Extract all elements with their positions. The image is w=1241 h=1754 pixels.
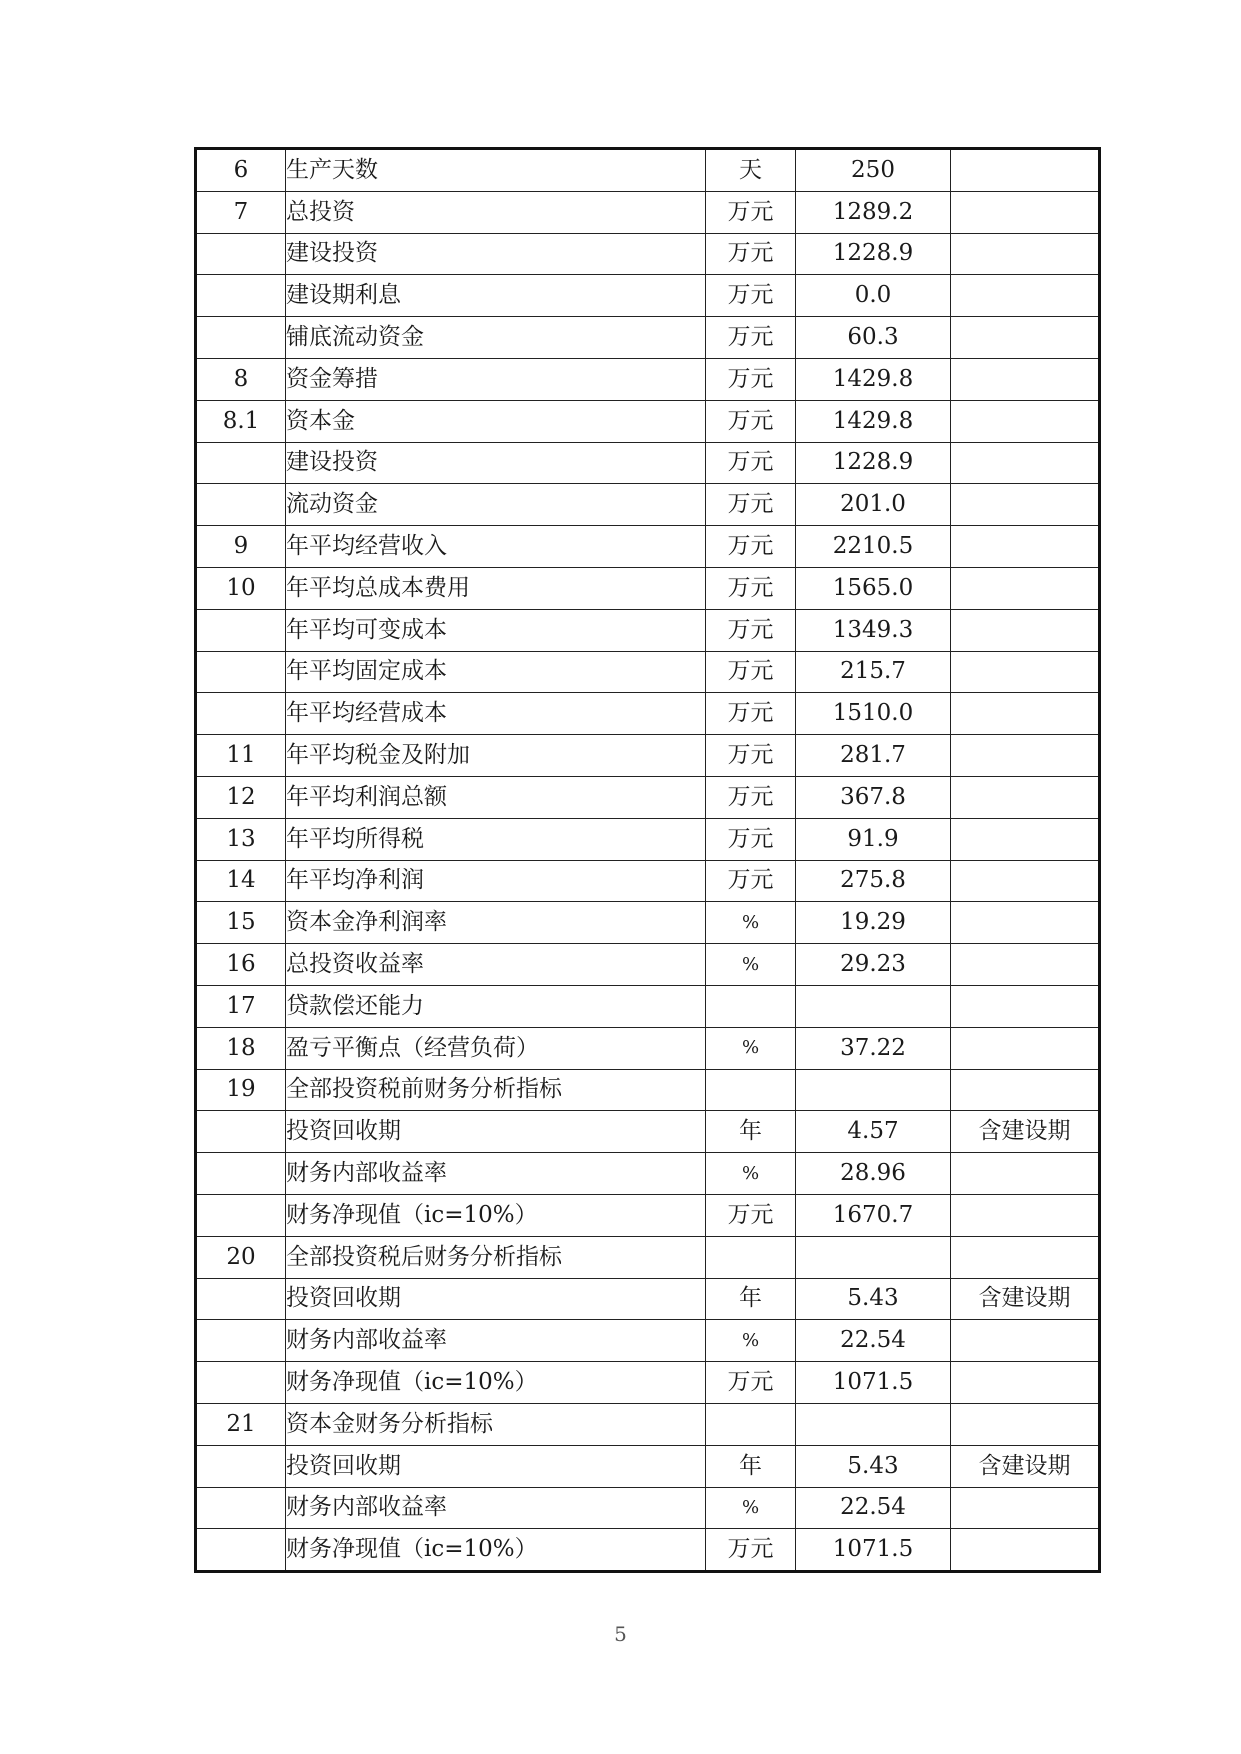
unit-cell: 万元 <box>706 400 796 442</box>
note-cell: 含建设期 <box>951 1278 1100 1320</box>
unit-cell: % <box>706 1027 796 1069</box>
item-name-cell: 投资回收期 <box>286 1111 706 1153</box>
value-cell <box>796 985 951 1027</box>
item-name-cell: 财务净现值（ic=10%） <box>286 1362 706 1404</box>
unit-cell: 万元 <box>706 609 796 651</box>
value-cell <box>796 1236 951 1278</box>
note-cell <box>951 735 1100 777</box>
unit-cell: 万元 <box>706 317 796 359</box>
row-number-cell <box>196 1111 286 1153</box>
financial-indicators-table <box>194 147 1101 1573</box>
unit-cell: 万元 <box>706 191 796 233</box>
item-name-cell: 投资回收期 <box>286 1445 706 1487</box>
row-number-cell: 17 <box>196 985 286 1027</box>
row-number-cell: 12 <box>196 776 286 818</box>
table-row <box>196 609 1100 651</box>
table-row <box>196 693 1100 735</box>
value-cell: 37.22 <box>796 1027 951 1069</box>
table-row <box>196 484 1100 526</box>
item-name-cell: 建设投资 <box>286 442 706 484</box>
unit-cell: 万元 <box>706 860 796 902</box>
value-cell: 1228.9 <box>796 233 951 275</box>
note-cell <box>951 902 1100 944</box>
table-row <box>196 985 1100 1027</box>
table-row <box>196 1487 1100 1529</box>
value-cell: 60.3 <box>796 317 951 359</box>
row-number-cell <box>196 651 286 693</box>
value-cell: 1071.5 <box>796 1529 951 1572</box>
value-cell: 22.54 <box>796 1487 951 1529</box>
unit-cell: 万元 <box>706 233 796 275</box>
note-cell <box>951 1403 1100 1445</box>
item-name-cell: 全部投资税前财务分析指标 <box>286 1069 706 1111</box>
unit-cell <box>706 1236 796 1278</box>
item-name-cell: 年平均净利润 <box>286 860 706 902</box>
row-number-cell: 8 <box>196 358 286 400</box>
row-number-cell: 21 <box>196 1403 286 1445</box>
value-cell: 1670.7 <box>796 1194 951 1236</box>
note-cell <box>951 818 1100 860</box>
item-name-cell: 财务内部收益率 <box>286 1320 706 1362</box>
value-cell: 5.43 <box>796 1278 951 1320</box>
item-name-cell: 贷款偿还能力 <box>286 985 706 1027</box>
note-cell <box>951 1320 1100 1362</box>
row-number-cell <box>196 609 286 651</box>
row-number-cell: 20 <box>196 1236 286 1278</box>
table-row <box>196 317 1100 359</box>
item-name-cell: 全部投资税后财务分析指标 <box>286 1236 706 1278</box>
item-name-cell: 年平均经营成本 <box>286 693 706 735</box>
value-cell: 28.96 <box>796 1153 951 1195</box>
value-cell <box>796 1403 951 1445</box>
value-cell: 215.7 <box>796 651 951 693</box>
note-cell: 含建设期 <box>951 1445 1100 1487</box>
unit-cell: 万元 <box>706 358 796 400</box>
note-cell <box>951 1069 1100 1111</box>
table-row <box>196 526 1100 568</box>
value-cell: 91.9 <box>796 818 951 860</box>
value-cell: 1510.0 <box>796 693 951 735</box>
note-cell <box>951 651 1100 693</box>
unit-cell <box>706 985 796 1027</box>
value-cell: 1429.8 <box>796 400 951 442</box>
item-name-cell: 资本金财务分析指标 <box>286 1403 706 1445</box>
note-cell <box>951 1529 1100 1572</box>
item-name-cell: 年平均固定成本 <box>286 651 706 693</box>
table-body <box>196 149 1100 1572</box>
unit-cell: 万元 <box>706 526 796 568</box>
row-number-cell <box>196 1487 286 1529</box>
unit-cell: 万元 <box>706 442 796 484</box>
row-number-cell: 19 <box>196 1069 286 1111</box>
unit-cell <box>706 1069 796 1111</box>
table-row <box>196 1236 1100 1278</box>
item-name-cell: 财务内部收益率 <box>286 1153 706 1195</box>
value-cell: 281.7 <box>796 735 951 777</box>
item-name-cell: 财务内部收益率 <box>286 1487 706 1529</box>
table-row <box>196 1111 1100 1153</box>
value-cell: 4.57 <box>796 1111 951 1153</box>
row-number-cell: 14 <box>196 860 286 902</box>
note-cell <box>951 400 1100 442</box>
table-row <box>196 191 1100 233</box>
item-name-cell: 总投资收益率 <box>286 944 706 986</box>
value-cell: 1289.2 <box>796 191 951 233</box>
row-number-cell <box>196 1362 286 1404</box>
table-row <box>196 400 1100 442</box>
item-name-cell: 年平均利润总额 <box>286 776 706 818</box>
row-number-cell <box>196 1194 286 1236</box>
row-number-cell: 6 <box>196 149 286 192</box>
unit-cell: 万元 <box>706 651 796 693</box>
note-cell <box>951 149 1100 192</box>
note-cell <box>951 275 1100 317</box>
row-number-cell: 11 <box>196 735 286 777</box>
note-cell <box>951 1194 1100 1236</box>
table-row <box>196 1403 1100 1445</box>
item-name-cell: 年平均可变成本 <box>286 609 706 651</box>
unit-cell: % <box>706 1153 796 1195</box>
row-number-cell <box>196 317 286 359</box>
row-number-cell <box>196 1153 286 1195</box>
note-cell <box>951 1153 1100 1195</box>
value-cell: 1565.0 <box>796 567 951 609</box>
row-number-cell <box>196 442 286 484</box>
table-row <box>196 944 1100 986</box>
note-cell <box>951 442 1100 484</box>
unit-cell: 万元 <box>706 1194 796 1236</box>
unit-cell: 年 <box>706 1111 796 1153</box>
table-row <box>196 1320 1100 1362</box>
value-cell: 22.54 <box>796 1320 951 1362</box>
table-row <box>196 442 1100 484</box>
value-cell: 19.29 <box>796 902 951 944</box>
unit-cell: 天 <box>706 149 796 192</box>
row-number-cell: 18 <box>196 1027 286 1069</box>
unit-cell: 万元 <box>706 484 796 526</box>
value-cell: 0.0 <box>796 275 951 317</box>
row-number-cell <box>196 1278 286 1320</box>
item-name-cell: 生产天数 <box>286 149 706 192</box>
table-row <box>196 233 1100 275</box>
table-row <box>196 860 1100 902</box>
item-name-cell: 总投资 <box>286 191 706 233</box>
unit-cell: 万元 <box>706 1362 796 1404</box>
item-name-cell: 年平均总成本费用 <box>286 567 706 609</box>
value-cell: 250 <box>796 149 951 192</box>
table-row <box>196 1153 1100 1195</box>
unit-cell: % <box>706 1320 796 1362</box>
value-cell: 29.23 <box>796 944 951 986</box>
note-cell <box>951 1362 1100 1404</box>
item-name-cell: 年平均税金及附加 <box>286 735 706 777</box>
unit-cell: 万元 <box>706 818 796 860</box>
table-row <box>196 1194 1100 1236</box>
table-row <box>196 1529 1100 1572</box>
table-row <box>196 1278 1100 1320</box>
note-cell <box>951 985 1100 1027</box>
note-cell: 含建设期 <box>951 1111 1100 1153</box>
value-cell: 275.8 <box>796 860 951 902</box>
unit-cell: 万元 <box>706 1529 796 1572</box>
note-cell <box>951 609 1100 651</box>
note-cell <box>951 693 1100 735</box>
note-cell <box>951 1236 1100 1278</box>
item-name-cell: 投资回收期 <box>286 1278 706 1320</box>
item-name-cell: 财务净现值（ic=10%） <box>286 1529 706 1572</box>
row-number-cell: 7 <box>196 191 286 233</box>
row-number-cell <box>196 275 286 317</box>
row-number-cell <box>196 1529 286 1572</box>
table-row <box>196 358 1100 400</box>
value-cell: 367.8 <box>796 776 951 818</box>
item-name-cell: 年平均经营收入 <box>286 526 706 568</box>
value-cell: 1071.5 <box>796 1362 951 1404</box>
note-cell <box>951 1487 1100 1529</box>
row-number-cell: 13 <box>196 818 286 860</box>
item-name-cell: 建设期利息 <box>286 275 706 317</box>
row-number-cell <box>196 484 286 526</box>
item-name-cell: 盈亏平衡点（经营负荷） <box>286 1027 706 1069</box>
table-row <box>196 1445 1100 1487</box>
row-number-cell: 16 <box>196 944 286 986</box>
row-number-cell: 9 <box>196 526 286 568</box>
table-row <box>196 1362 1100 1404</box>
item-name-cell: 资本金净利润率 <box>286 902 706 944</box>
note-cell <box>951 567 1100 609</box>
table-row <box>196 651 1100 693</box>
note-cell <box>951 860 1100 902</box>
item-name-cell: 年平均所得税 <box>286 818 706 860</box>
row-number-cell <box>196 233 286 275</box>
item-name-cell: 流动资金 <box>286 484 706 526</box>
note-cell <box>951 317 1100 359</box>
table-row <box>196 567 1100 609</box>
value-cell: 1429.8 <box>796 358 951 400</box>
note-cell <box>951 191 1100 233</box>
note-cell <box>951 1027 1100 1069</box>
value-cell: 201.0 <box>796 484 951 526</box>
table-row <box>196 735 1100 777</box>
unit-cell: % <box>706 902 796 944</box>
unit-cell: % <box>706 944 796 986</box>
value-cell <box>796 1069 951 1111</box>
note-cell <box>951 484 1100 526</box>
item-name-cell: 资金筹措 <box>286 358 706 400</box>
item-name-cell: 财务净现值（ic=10%） <box>286 1194 706 1236</box>
item-name-cell: 铺底流动资金 <box>286 317 706 359</box>
row-number-cell: 10 <box>196 567 286 609</box>
note-cell <box>951 233 1100 275</box>
table-row <box>196 149 1100 192</box>
page-number: 5 <box>614 1622 627 1646</box>
item-name-cell: 建设投资 <box>286 233 706 275</box>
table-row <box>196 275 1100 317</box>
unit-cell <box>706 1403 796 1445</box>
row-number-cell <box>196 693 286 735</box>
table-row <box>196 1027 1100 1069</box>
unit-cell: 万元 <box>706 776 796 818</box>
unit-cell: 年 <box>706 1278 796 1320</box>
row-number-cell: 8.1 <box>196 400 286 442</box>
table-row <box>196 1069 1100 1111</box>
row-number-cell <box>196 1445 286 1487</box>
note-cell <box>951 944 1100 986</box>
unit-cell: 万元 <box>706 567 796 609</box>
financial-indicators-table-wrapper <box>194 147 1098 1573</box>
table-row <box>196 902 1100 944</box>
value-cell: 2210.5 <box>796 526 951 568</box>
unit-cell: 万元 <box>706 735 796 777</box>
unit-cell: % <box>706 1487 796 1529</box>
unit-cell: 万元 <box>706 693 796 735</box>
table-row <box>196 818 1100 860</box>
note-cell <box>951 358 1100 400</box>
table-row <box>196 776 1100 818</box>
value-cell: 5.43 <box>796 1445 951 1487</box>
unit-cell: 万元 <box>706 275 796 317</box>
note-cell <box>951 776 1100 818</box>
item-name-cell: 资本金 <box>286 400 706 442</box>
row-number-cell <box>196 1320 286 1362</box>
note-cell <box>951 526 1100 568</box>
value-cell: 1228.9 <box>796 442 951 484</box>
value-cell: 1349.3 <box>796 609 951 651</box>
unit-cell: 年 <box>706 1445 796 1487</box>
row-number-cell: 15 <box>196 902 286 944</box>
